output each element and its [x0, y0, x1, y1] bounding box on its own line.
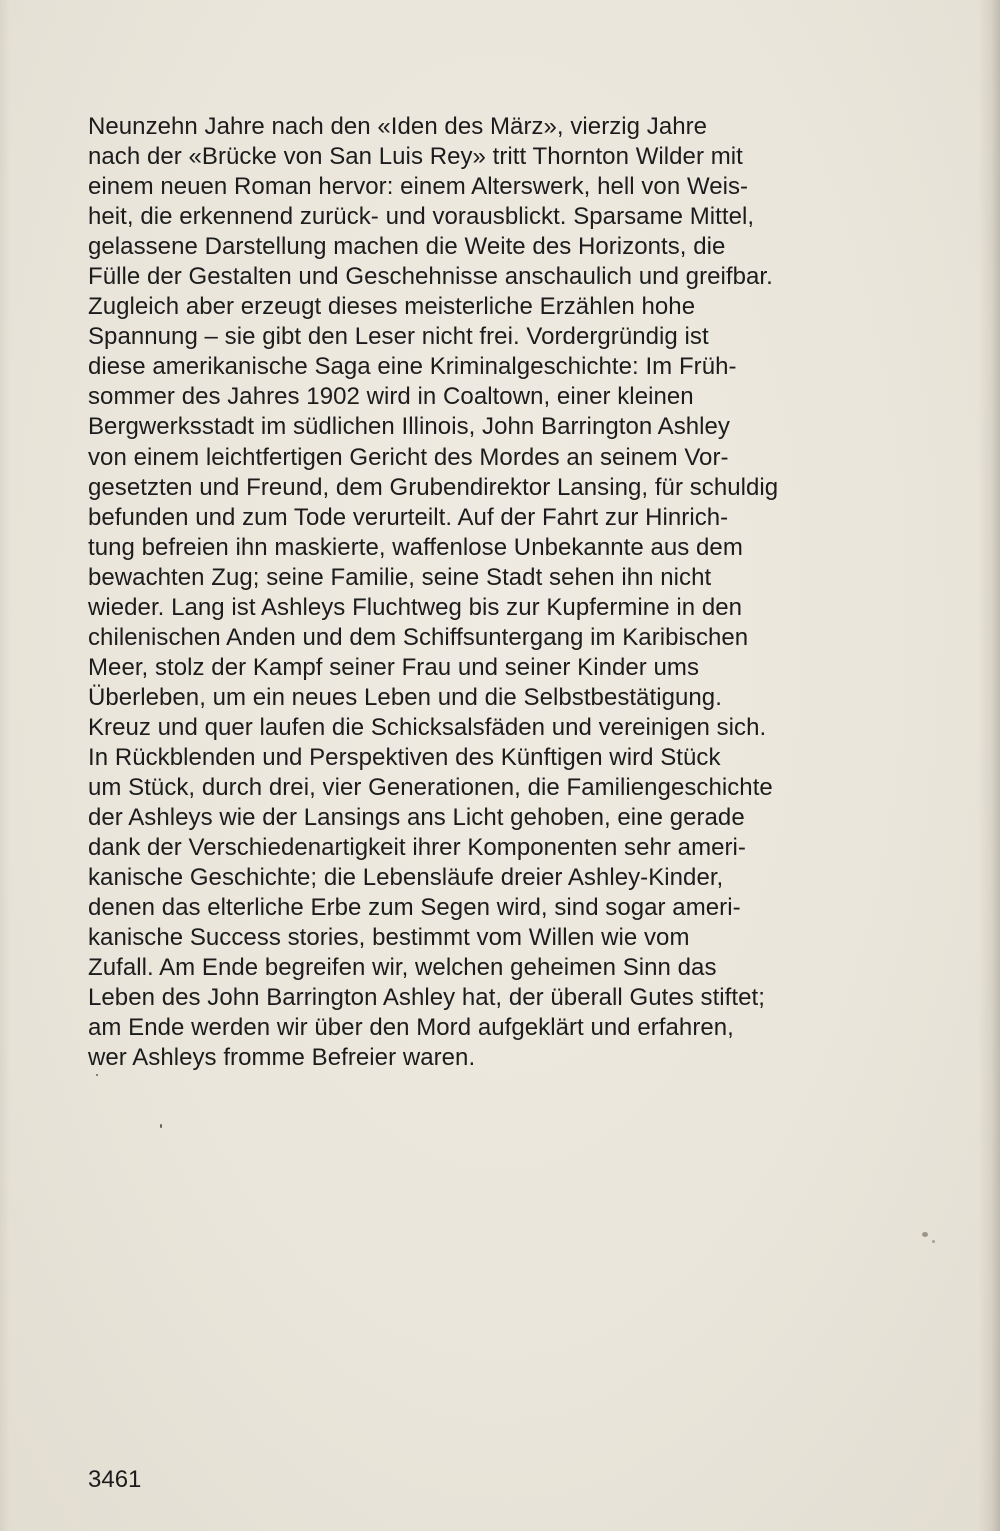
blurb-line: bewachten Zug; seine Familie, seine Stadt sehen ihn nicht — [88, 563, 712, 591]
blurb-line: der Ashleys wie der Lansings ans Licht gehoben, eine gerade — [88, 804, 745, 832]
blurb-line: von einem leichtfertigen Gericht des Mordes an seinem Vor- — [88, 443, 729, 471]
blurb-line: chilenischen Anden und dem Schiffsuntergang im Karibischen — [88, 623, 749, 651]
blurb-line: sommer des Jahres 1902 wird in Coaltown, einer kleinen — [88, 383, 694, 411]
paper-speck — [922, 1232, 928, 1237]
blurb-line: diese amerikanische Saga eine Kriminalgeschichte: Im Früh- — [88, 353, 737, 381]
blurb-line: denen das elterliche Erbe zum Segen wird, sind sogar ameri- — [88, 894, 741, 922]
blurb-line: Fülle der Gestalten und Geschehnisse anschaulich und greifbar. — [88, 263, 773, 291]
blurb-line: tung befreien ihn maskierte, waffenlose Unbekannte aus dem — [88, 533, 743, 561]
blurb-line: kanische Geschichte; die Lebensläufe dreier Ashley-Kinder, — [88, 864, 724, 892]
blurb-line: einem neuen Roman hervor: einem Alterswerk, hell von Weis- — [88, 173, 749, 201]
blurb-line: Spannung – sie gibt den Leser nicht frei. Vordergründig ist — [88, 323, 709, 351]
blurb-line: heit, die erkennend zurück- und vorausblickt. Sparsame Mittel, — [88, 203, 755, 231]
blurb-line: Kreuz und quer laufen die Schicksalsfäden und vereinigen sich. — [88, 713, 767, 741]
blurb-line: wer Ashleys fromme Befreier waren. — [88, 1044, 476, 1072]
blurb-line: Zugleich aber erzeugt dieses meisterliche Erzählen hohe — [88, 293, 696, 321]
blurb-line: dank der Verschiedenartigkeit ihrer Komponenten sehr ameri- — [88, 834, 746, 862]
blurb-line: Überleben, um ein neues Leben und die Selbstbestätigung. — [88, 683, 722, 711]
blurb-line: Bergwerksstadt im südlichen Illinois, John Barrington Ashley — [88, 413, 730, 441]
blurb-line: Zufall. Am Ende begreifen wir, welchen geheimen Sinn das — [88, 954, 717, 982]
blurb-line: um Stück, durch drei, vier Generationen, die Familiengeschichte — [88, 774, 773, 802]
cover-left-edge-shadow — [0, 0, 10, 1531]
blurb-line: gesetzten und Freund, dem Grubendirektor Lansing, für schuldig — [88, 473, 779, 501]
paper-speck — [160, 1124, 162, 1128]
blurb-line: In Rückblenden und Perspektiven des Künftigen wird Stück — [88, 743, 721, 771]
blurb-line: befunden und zum Tode verurteilt. Auf der Fahrt zur Hinrich- — [88, 503, 729, 531]
catalog-number: 3461 — [88, 1466, 142, 1493]
blurb-line: Meer, stolz der Kampf seiner Frau und seiner Kinder ums — [88, 653, 700, 681]
blurb-line: Leben des John Barrington Ashley hat, der überall Gutes stiftet; — [88, 984, 765, 1012]
blurb-line: kanische Success stories, bestimmt vom Willen wie vom — [88, 924, 690, 952]
blurb-line: nach der «Brücke von San Luis Rey» tritt Thornton Wilder mit — [88, 143, 743, 171]
blurb-line: wieder. Lang ist Ashleys Fluchtweg bis zur Kupfermine in den — [88, 593, 743, 621]
paper-speck — [932, 1240, 935, 1243]
blurb-text — [88, 112, 868, 1074]
paper-speck — [96, 1074, 98, 1076]
cover-right-edge-shadow — [978, 0, 1000, 1531]
blurb-line: am Ende werden wir über den Mord aufgeklärt und erfahren, — [88, 1014, 734, 1042]
blurb-line: gelassene Darstellung machen die Weite des Horizonts, die — [88, 233, 726, 261]
blurb-line: Neunzehn Jahre nach den «Iden des März», vierzig Jahre — [88, 113, 708, 140]
